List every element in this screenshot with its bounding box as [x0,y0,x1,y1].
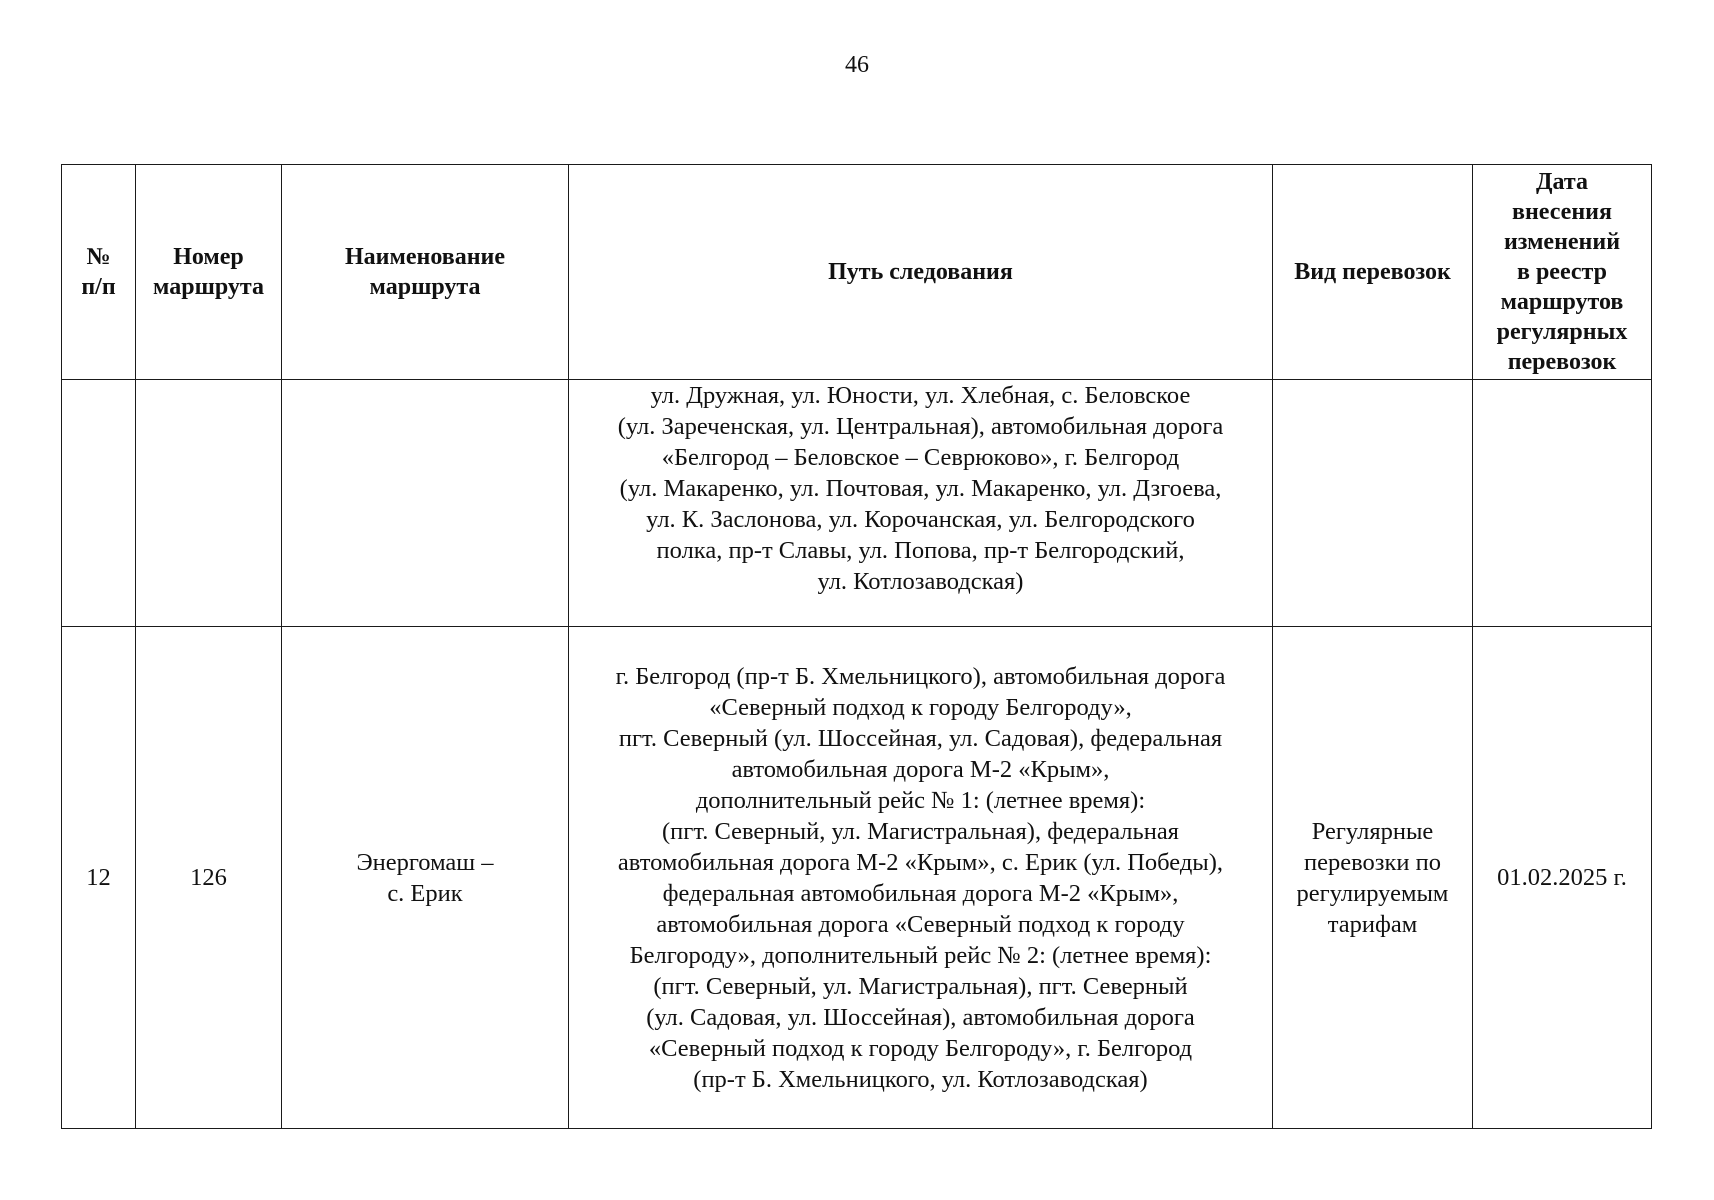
cell-route-number: 126 [136,627,282,1129]
cell-path: г. Белгород (пр-т Б. Хмельницкого), автомобильная дорога «Северный подход к городу Белгороду», пгт. Северный (ул. Шоссейная, ул. Садовая), федеральная автомобильная дорога М-2 «Крым», дополнительный рейс № 1: (летнее время): (пгт. Северный, ул. Магистральная), федеральная автомобильная дорога М-2 «Крым», с. Ерик (ул. Победы), федеральная автомобильная дорога М-2 «Крым», автомобильная дорога «Северный подход к городу Белгороду», дополнительный рейс № 2: (летнее время): (пгт. Северный, ул. Магистральная), пгт. Северный (ул. Садовая, ул. Шоссейная), автомобильная дорога «Северный подход к городу Белгороду», г. Белгород (пр-т Б. Хмельницкого, ул. Котлозаводская) [569,627,1273,1129]
header-num: № п/п [62,165,136,380]
cell-registry-date [1473,380,1652,627]
cell-registry-date: 01.02.2025 г. [1473,627,1652,1129]
cell-route-name: Энергомаш – с. Ерик [282,627,569,1129]
cell-num: 12 [62,627,136,1129]
header-registry-date: Дата внесения изменений в реестр маршрутов регулярных перевозок [1473,165,1652,380]
header-route-name: Наименование маршрута [282,165,569,380]
header-path: Путь следования [569,165,1273,380]
cell-route-name [282,380,569,627]
page-number: 46 [845,52,869,78]
header-route-number: Номер маршрута [136,165,282,380]
cell-num [62,380,136,627]
table-row [62,627,1652,1129]
header-transport-type: Вид перевозок [1273,165,1473,380]
cell-path: ул. Дружная, ул. Юности, ул. Хлебная, с. Беловское (ул. Зареченская, ул. Центральная), автомобильная дорога «Белгород – Беловское – Севрюково», г. Белгород (ул. Макаренко, ул. Почтовая, ул. Макаренко, ул. Дзгоева, ул. К. Заслонова, ул. Корочанская, ул. Белгородского полка, пр-т Славы, ул. Попова, пр-т Белгородский, ул. Котлозаводская) [569,380,1273,627]
table-header-row [62,165,1652,380]
cell-transport-type [1273,380,1473,627]
cell-route-number [136,380,282,627]
table-row [62,380,1652,627]
routes-registry-table [61,164,1652,1129]
cell-transport-type: Регулярные перевозки по регулируемым тарифам [1273,627,1473,1129]
